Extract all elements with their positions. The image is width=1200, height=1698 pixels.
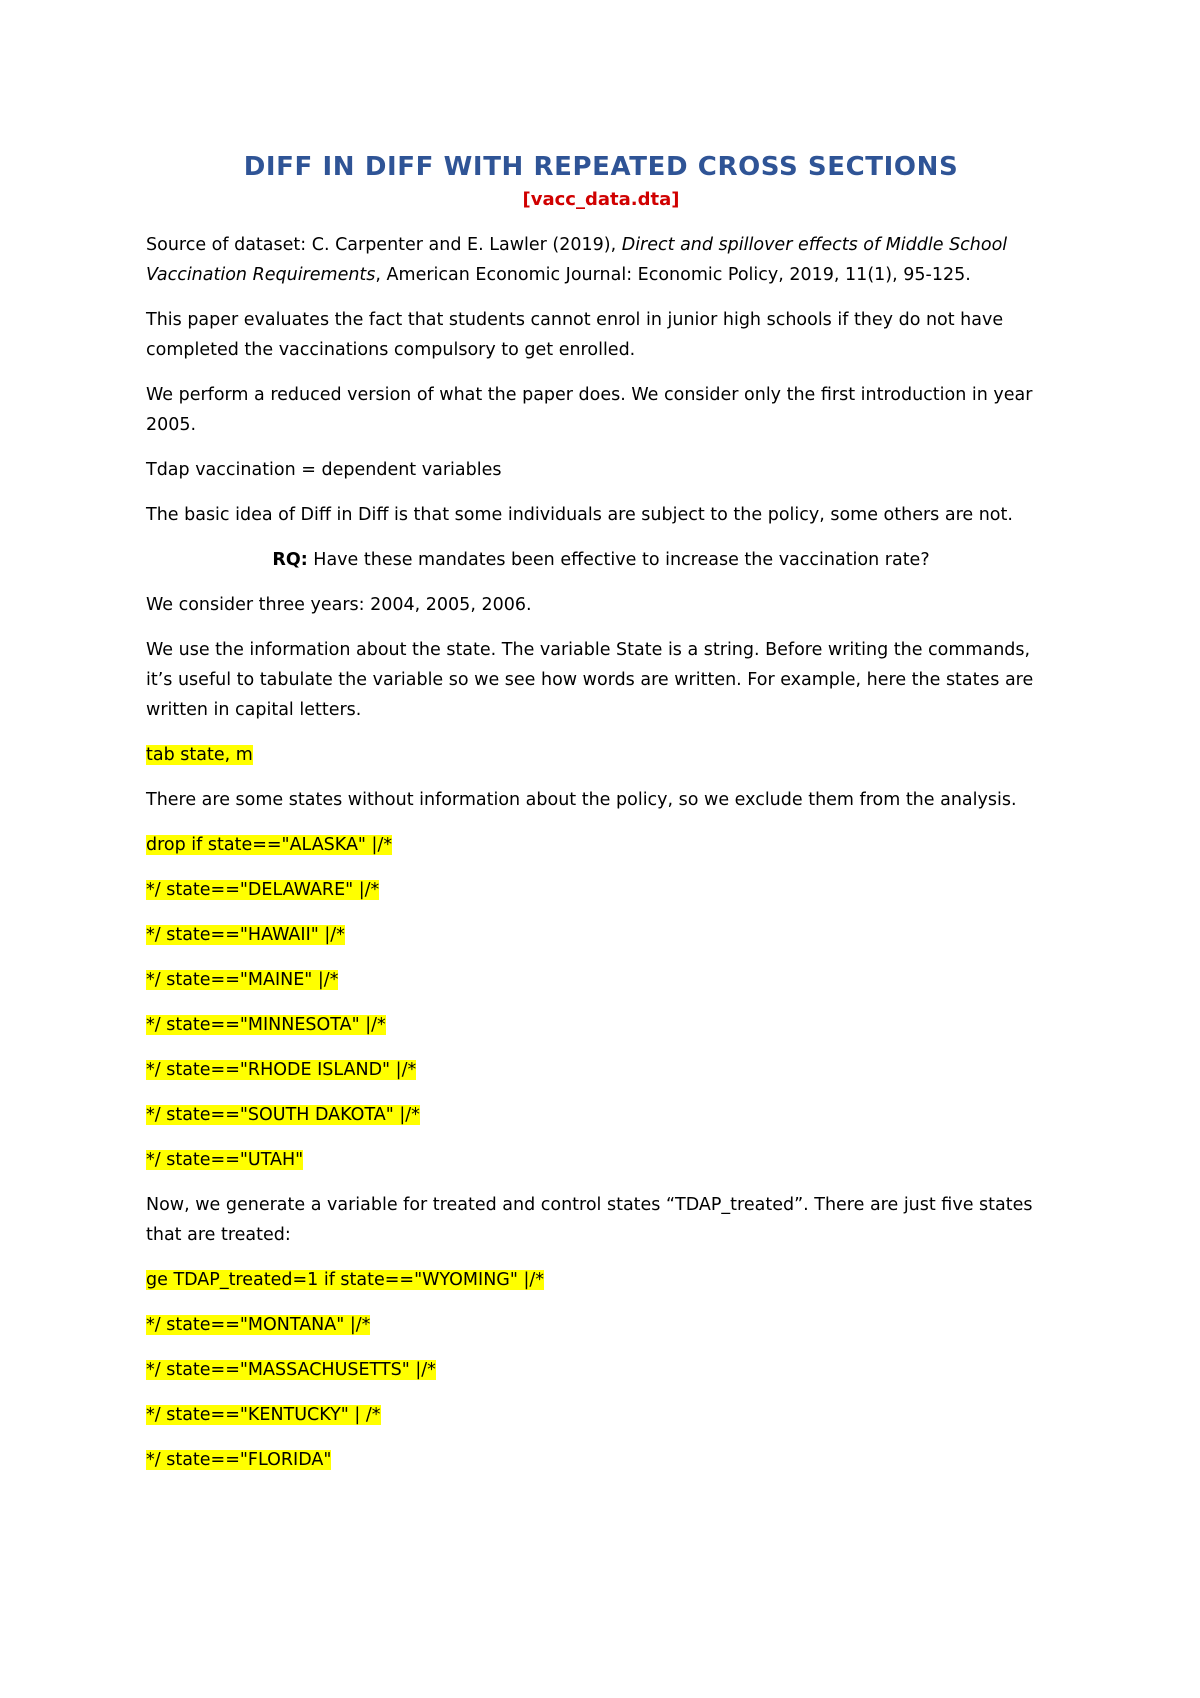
generate-command-line: */ state=="KENTUCKY" | /* — [146, 1405, 381, 1425]
generate-command-line: ge TDAP_treated=1 if state=="WYOMING" |/* — [146, 1270, 544, 1290]
code-line — [146, 1400, 1056, 1430]
drop-command-line: */ state=="UTAH" — [146, 1150, 304, 1170]
generate-command-line: */ state=="FLORIDA" — [146, 1450, 332, 1470]
code-line — [146, 1355, 1056, 1385]
code-line — [146, 1055, 1056, 1085]
code-line — [146, 920, 1056, 950]
source-paragraph — [146, 230, 1056, 290]
rq-text: Have these mandates been effective to increase the vaccination rate? — [307, 550, 930, 570]
drop-command-line: drop if state=="ALASKA" |/* — [146, 835, 393, 855]
drop-command-line: */ state=="MINNESOTA" |/* — [146, 1015, 386, 1035]
code-line — [146, 1445, 1056, 1475]
code-line — [146, 830, 1056, 860]
reduced-version-paragraph: We perform a reduced version of what the paper does. We consider only the first introduction in year 2005. — [146, 385, 1033, 435]
generate-command-line: */ state=="MONTANA" |/* — [146, 1315, 371, 1335]
drop-command-line: */ state=="HAWAII" |/* — [146, 925, 345, 945]
research-question — [146, 545, 1056, 575]
drop-command-line: */ state=="SOUTH DAKOTA" |/* — [146, 1105, 420, 1125]
dependent-variable-paragraph: Tdap vaccination = dependent variables — [146, 460, 502, 480]
tab-command: tab state, m — [146, 745, 253, 765]
document-body — [146, 140, 1056, 1475]
code-line — [146, 1010, 1056, 1040]
code-line — [146, 1310, 1056, 1340]
dataset-filename: [vacc_data.dta] — [522, 189, 680, 210]
state-info-paragraph: We use the information about the state. The variable State is a string. Before writing the commands, it’s useful to tabulate the variable so we see how words are written. For example, here the states are written in capital letters. — [146, 640, 1034, 720]
rq-label: RQ: — [272, 550, 308, 570]
code-line — [146, 1100, 1056, 1130]
paper-summary-paragraph: This paper evaluates the fact that students cannot enrol in junior high schools if they do not have completed the vaccinations compulsory to get enrolled. — [146, 310, 1004, 360]
years-paragraph: We consider three years: 2004, 2005, 2006. — [146, 595, 532, 615]
source-prefix: Source of dataset: C. Carpenter and E. Lawler (2019), — [146, 235, 622, 255]
drop-command-line: */ state=="DELAWARE" |/* — [146, 880, 380, 900]
exclude-paragraph: There are some states without information about the policy, so we exclude them from the analysis. — [146, 790, 1017, 810]
code-line — [146, 1145, 1056, 1175]
source-suffix: , American Economic Journal: Economic Policy, 2019, 11(1), 95-125. — [375, 265, 971, 285]
code-line — [146, 740, 1056, 770]
drop-command-line: */ state=="MAINE" |/* — [146, 970, 339, 990]
code-line — [146, 965, 1056, 995]
basic-idea-paragraph: The basic idea of Diff in Diff is that some individuals are subject to the policy, some others are not. — [146, 505, 1013, 525]
source-paper-title: Direct and spillover effects of Middle School Vaccination Requirements — [146, 235, 1008, 285]
code-line — [146, 1265, 1056, 1295]
code-line — [146, 875, 1056, 905]
drop-command-line: */ state=="RHODE ISLAND" |/* — [146, 1060, 417, 1080]
generate-paragraph: Now, we generate a variable for treated and control states “TDAP_treated”. There are just five states that are treated: — [146, 1195, 1033, 1245]
document-title: DIFF IN DIFF WITH REPEATED CROSS SECTIONS — [243, 152, 959, 182]
generate-command-line: */ state=="MASSACHUSETTS" |/* — [146, 1360, 436, 1380]
